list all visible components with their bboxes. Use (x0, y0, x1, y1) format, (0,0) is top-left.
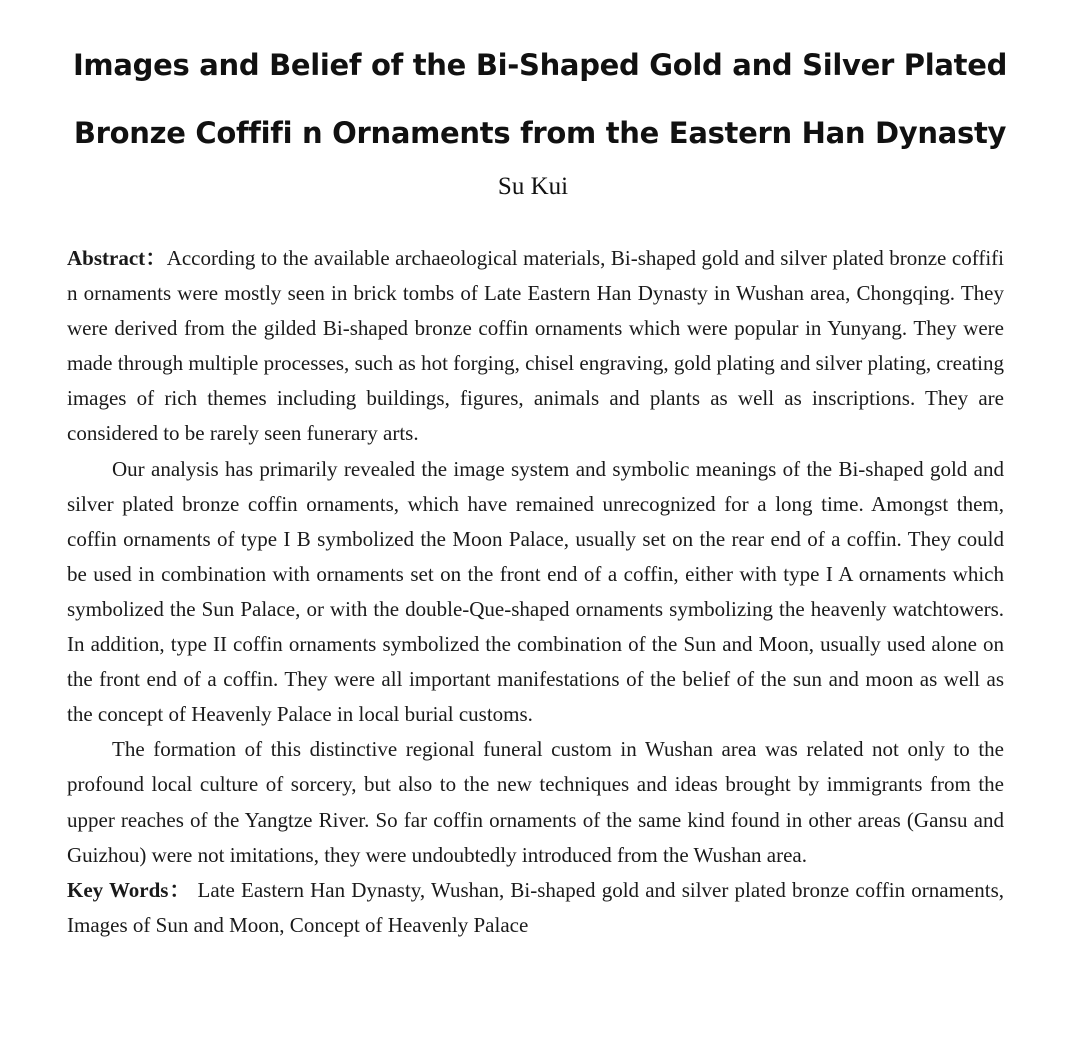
title-line-1: Images and Belief of the Bi-Shaped Gold and Silver Plated (72, 48, 1008, 82)
author-name: Su Kui (497, 173, 569, 200)
abstract-paragraph-3: The formation of this distinctive regional funeral custom in Wushan area was related not only to the profound local culture of sorcery, but also to the new techniques and ideas brought by immigrants from the upper reaches of the Yangtze River. So far coffin ornaments of the same kind found in other areas (Gansu and Guizhou) were not imitations, they were undoubtedly introduced from the Wushan area. (67, 737, 1004, 867)
keywords-paragraph (67, 873, 1004, 943)
keywords-text: Late Eastern Han Dynasty, Wushan, Bi-shaped gold and silver plated bronze coffin ornaments, Images of Sun and Moon, Concept of Heavenly Palace (67, 877, 1005, 937)
abstract-label: Abstract： (67, 246, 167, 270)
abstract-paragraph-1 (67, 241, 1004, 452)
title-line-2: Bronze Coffifi n Ornaments from the Eastern Han Dynasty (73, 116, 1007, 150)
abstract-paragraph-2: Our analysis has primarily revealed the image system and symbolic meanings of the Bi-shaped gold and silver plated bronze coffin ornaments, which have remained unrecognized for a long time. Amongst them, coffin ornaments of type I B symbolized the Moon Palace, usually set on the rear end of a coffin. They could be used in combination with ornaments set on the front end of a coffin, either with type I A ornaments which symbolized the Sun Palace, or with the double-Que-shaped ornaments symbolizing the heavenly watchtowers. In addition, type II coffin ornaments symbolized the combination of the Sun and Moon, usually used alone on the front end of a coffin. They were all important manifestations of the belief of the sun and moon as well as the concept of Heavenly Palace in local burial customs. (67, 456, 1004, 727)
abstract-paragraph-1-text: According to the available archaeological materials, Bi-shaped gold and silver plated bronze coffifi n ornaments were mostly seen in brick tombs of Late Eastern Han Dynasty in Wushan area, Chongqing. They were derived from the gilded Bi-shaped bronze coffin ornaments which were popular in Yunyang. They were made through multiple processes, such as hot forging, chisel engraving, gold plating and silver plating, creating images of rich themes including buildings, figures, animals and plants as well as inscriptions. They are considered to be rarely seen funerary arts. (67, 246, 1004, 446)
keywords-label: Key Words： (67, 877, 192, 902)
abstract-section (67, 241, 1004, 943)
